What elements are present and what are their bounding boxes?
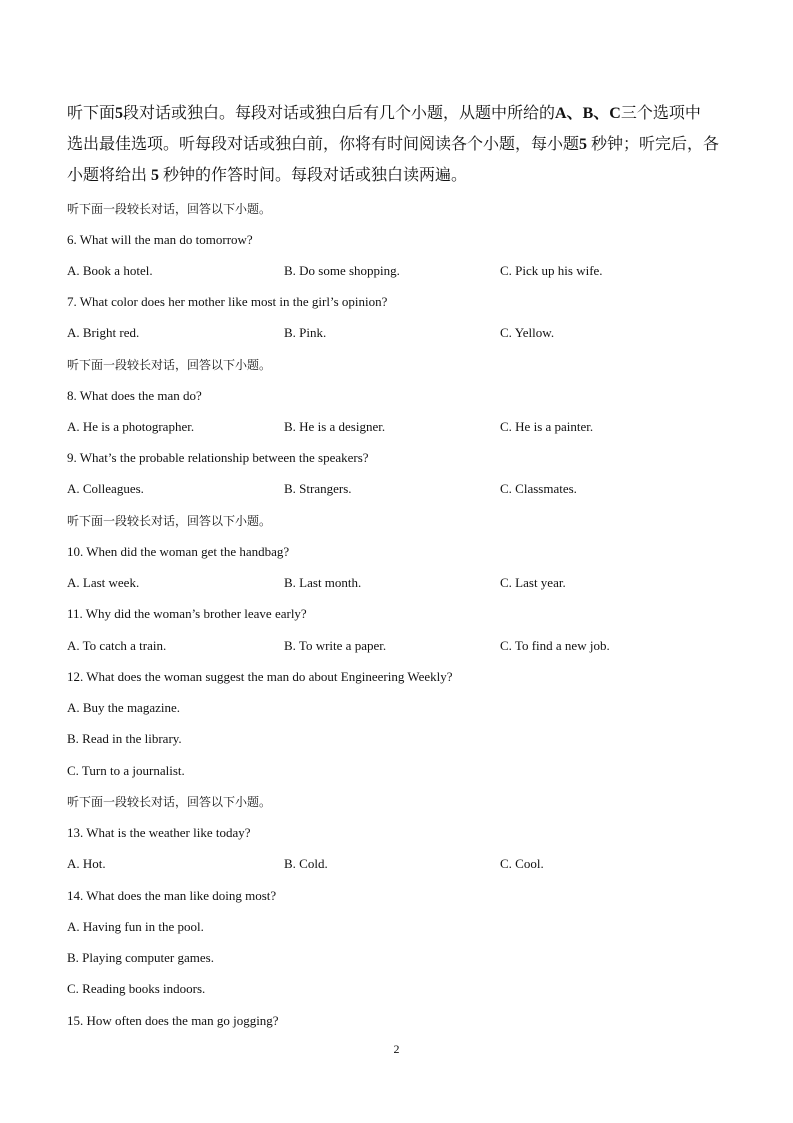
- option-a: A. Hot.: [67, 856, 106, 871]
- option-b: B. Last month.: [284, 575, 362, 590]
- option-c: C. To find a new job.: [500, 638, 610, 653]
- option-b: B. Cold.: [284, 856, 328, 871]
- option-a: A. Bright red.: [67, 325, 140, 340]
- option-a: A. Colleagues.: [67, 481, 144, 496]
- option-b: B. Read in the library.: [67, 731, 182, 746]
- page-number: 2: [393, 1042, 400, 1056]
- intro-text: 小题将给出: [67, 167, 148, 184]
- intro-number: 5: [115, 105, 124, 122]
- question-text: 6. What will the man do tomorrow?: [67, 232, 253, 247]
- option-c: C. Cool.: [500, 856, 544, 871]
- option-a: A. Buy the magazine.: [67, 700, 180, 715]
- intro-text: 选出最佳选项。听每段对话或独白前，你将有时间阅读各个小题，每小题: [67, 136, 580, 153]
- question-text: 11. Why did the woman’s brother leave early?: [67, 606, 307, 621]
- option-a: A. Last week.: [67, 575, 140, 590]
- option-b: B. Do some shopping.: [284, 263, 400, 278]
- option-b: B. Strangers.: [284, 481, 352, 496]
- intro-text: 秒钟的作答时间。每段对话或独白读两遍。: [163, 167, 468, 184]
- option-c: C. Last year.: [500, 575, 566, 590]
- section-instruction: 听下面一段较长对话，回答以下小题。: [67, 795, 272, 809]
- intro-number: 5: [147, 167, 164, 184]
- option-c: C. Turn to a journalist.: [67, 763, 185, 778]
- question-text: 12. What does the woman suggest the man do about Engineering Weekly?: [67, 669, 453, 684]
- intro-line-1: [67, 102, 737, 125]
- intro-text: 段对话或独白。每段对话或独白后有几个小题，从题中所给的: [123, 105, 556, 122]
- option-a: A. Book a hotel.: [67, 263, 153, 278]
- option-c: C. Classmates.: [500, 481, 577, 496]
- question-text: 9. What’s the probable relationship between the speakers?: [67, 450, 369, 465]
- option-c: C. He is a painter.: [500, 419, 594, 434]
- section-instruction: 听下面一段较长对话，回答以下小题。: [67, 514, 272, 528]
- option-b: B. Pink.: [284, 325, 327, 340]
- option-b: B. To write a paper.: [284, 638, 387, 653]
- question-text: 7. What color does her mother like most in the girl’s opinion?: [67, 294, 388, 309]
- intro-text: 听下面: [67, 105, 116, 122]
- intro-text: 秒钟；听完后，各: [587, 136, 720, 153]
- intro-number: 5: [579, 136, 588, 153]
- question-text: 14. What does the man like doing most?: [67, 888, 277, 903]
- option-c: C. Pick up his wife.: [500, 263, 603, 278]
- question-text: 8. What does the man do?: [67, 388, 202, 403]
- section-instruction: 听下面一段较长对话，回答以下小题。: [67, 358, 272, 372]
- intro-text: 三个选项中: [620, 105, 701, 122]
- intro-line-3: [67, 164, 737, 187]
- question-text: 15. How often does the man go jogging?: [67, 1013, 279, 1028]
- option-a: A. To catch a train.: [67, 638, 167, 653]
- option-a: A. Having fun in the pool.: [67, 919, 204, 934]
- option-b: B. Playing computer games.: [67, 950, 214, 965]
- intro-options: A、B、C: [555, 105, 621, 122]
- section-instruction: 听下面一段较长对话，回答以下小题。: [67, 202, 272, 216]
- intro-line-2: [67, 133, 737, 156]
- question-text: 10. When did the woman get the handbag?: [67, 544, 290, 559]
- question-text: 13. What is the weather like today?: [67, 825, 251, 840]
- option-b: B. He is a designer.: [284, 419, 386, 434]
- option-c: C. Yellow.: [500, 325, 555, 340]
- option-c: C. Reading books indoors.: [67, 981, 206, 996]
- option-a: A. He is a photographer.: [67, 419, 195, 434]
